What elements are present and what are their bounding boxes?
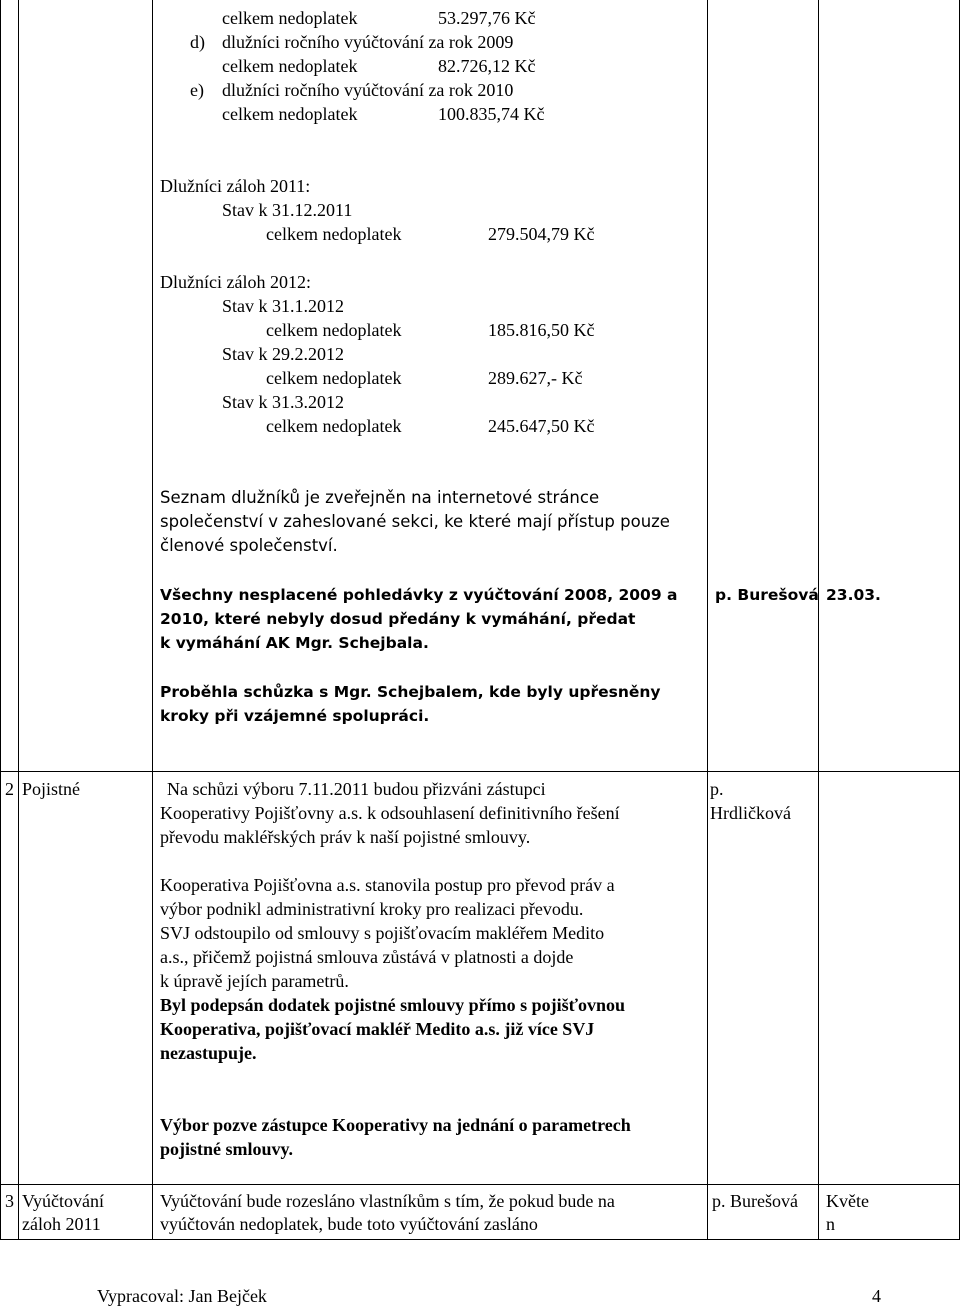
claims-responsible: p. Burešová bbox=[715, 586, 819, 604]
row2-para4-line-2: pojistné smlouvy. bbox=[160, 1139, 294, 1159]
row2-para3-line-3: nezastupuje. bbox=[160, 1043, 257, 1063]
advances-2012-heading: Dlužníci záloh 2012: bbox=[160, 272, 311, 292]
advances-2011-amount: 279.504,79 Kč bbox=[488, 224, 595, 244]
meeting-note-line-2: kroky při vzájemné spolupráci. bbox=[160, 707, 430, 725]
published-note-line-1: Seznam dlužníků je zveřejněn na internetové stránce bbox=[160, 488, 600, 507]
row2-para1-line-1: Na schůzi výboru 7.11.2011 budou přizváni zástupci bbox=[167, 779, 546, 799]
claims-note-line-3: k vymáhání AK Mgr. Schejbala. bbox=[160, 634, 429, 652]
table-row-divider-1 bbox=[0, 771, 960, 772]
row2-para2-line-1: Kooperativa Pojišťovna a.s. stanovila postup pro převod práv a bbox=[160, 875, 615, 895]
claims-note-line-1: Všechny nesplacené pohledávky z vyúčtování 2008, 2009 a bbox=[160, 586, 678, 604]
advances-2011-total-label: celkem nedoplatek bbox=[266, 224, 402, 244]
footer-prepared-by: Vypracoval: Jan Bejček bbox=[97, 1286, 267, 1306]
advances-2012-amount-2: 289.627,- Kč bbox=[488, 368, 583, 388]
footer-page-number: 4 bbox=[872, 1286, 881, 1306]
row3-topic-line-2: záloh 2011 bbox=[22, 1214, 101, 1234]
row2-para1-line-3: převodu makléřských práv k naší pojistné smlouvy. bbox=[160, 827, 531, 847]
row2-para2-line-4: a.s., přičemž pojistná smlouva zůstává v platnosti a dojde bbox=[160, 947, 574, 967]
advances-2012-state-3: Stav k 31.3.2012 bbox=[222, 392, 345, 412]
total-amount-2: 82.726,12 Kč bbox=[438, 56, 536, 76]
total-amount-3: 100.835,74 Kč bbox=[438, 104, 545, 124]
row2-para3-line-1: Byl podepsán dodatek pojistné smlouvy přímo s pojišťovnou bbox=[160, 995, 625, 1015]
advances-2012-amount-3: 245.647,50 Kč bbox=[488, 416, 595, 436]
table-responsible-column-line bbox=[707, 0, 708, 1240]
row2-number: 2 bbox=[5, 779, 14, 799]
total-label-3: celkem nedoplatek bbox=[222, 104, 358, 124]
total-amount-1: 53.297,76 Kč bbox=[438, 8, 536, 28]
table-bottom-border bbox=[0, 1239, 960, 1240]
row2-para2-line-2: výbor podnikl administrativní kroky pro realizaci převodu. bbox=[160, 899, 584, 919]
row2-topic: Pojistné bbox=[22, 779, 81, 799]
row3-topic-line-1: Vyúčtování bbox=[22, 1191, 104, 1211]
published-note-line-2: společenství v zaheslované sekci, ke které mají přístup pouze bbox=[160, 512, 670, 531]
table-topic-column-line bbox=[152, 0, 153, 1240]
row3-text-line-1: Vyúčtování bude rozesláno vlastníkům s tím, že pokud bude na bbox=[160, 1191, 615, 1211]
table-left-border bbox=[0, 0, 1, 1240]
advances-2012-total-label-1: celkem nedoplatek bbox=[266, 320, 402, 340]
row2-para2-line-3: SVJ odstoupilo od smlouvy s pojišťovacím makléřem Medito bbox=[160, 923, 605, 943]
row2-para1-line-2: Kooperativy Pojišťovny a.s. k odsouhlasení definitivního řešení bbox=[160, 803, 620, 823]
row2-para2-line-5: k úpravě jejích parametrů. bbox=[160, 971, 349, 991]
row3-deadline-line-1: Květe bbox=[826, 1191, 869, 1211]
row2-responsible-line-1: p. bbox=[710, 779, 724, 799]
claims-deadline: 23.03. bbox=[826, 586, 881, 604]
advances-2012-total-label-2: celkem nedoplatek bbox=[266, 368, 402, 388]
row3-deadline-line-2: n bbox=[826, 1214, 835, 1234]
row3-number: 3 bbox=[5, 1191, 14, 1211]
table-number-column-line bbox=[18, 0, 19, 1240]
row2-responsible-line-2: Hrdličková bbox=[710, 803, 791, 823]
total-label-2: celkem nedoplatek bbox=[222, 56, 358, 76]
published-note-line-3: členové společenství. bbox=[160, 536, 338, 555]
table-row-divider-2 bbox=[0, 1184, 960, 1185]
advances-2011-state: Stav k 31.12.2011 bbox=[222, 200, 353, 220]
table-deadline-column-line bbox=[818, 0, 819, 1240]
advances-2012-state-1: Stav k 31.1.2012 bbox=[222, 296, 345, 316]
list-item-e: dlužníci ročního vyúčtování za rok 2010 bbox=[222, 80, 514, 100]
claims-note-line-2: 2010, které nebyly dosud předány k vymáhání, předat bbox=[160, 610, 636, 628]
row3-responsible: p. Burešová bbox=[712, 1191, 798, 1211]
row2-para3-line-2: Kooperativa, pojišťovací makléř Medito a.s. již více SVJ bbox=[160, 1019, 595, 1039]
advances-2011-heading: Dlužníci záloh 2011: bbox=[160, 176, 311, 196]
advances-2012-state-2: Stav k 29.2.2012 bbox=[222, 344, 345, 364]
total-label-1: celkem nedoplatek bbox=[222, 8, 358, 28]
list-marker-d: d) bbox=[190, 32, 205, 52]
list-marker-e: e) bbox=[190, 80, 204, 100]
advances-2012-total-label-3: celkem nedoplatek bbox=[266, 416, 402, 436]
advances-2012-amount-1: 185.816,50 Kč bbox=[488, 320, 595, 340]
row3-text-line-2: vyúčtován nedoplatek, bude toto vyúčtování zasláno bbox=[160, 1214, 538, 1234]
row2-para4-line-1: Výbor pozve zástupce Kooperativy na jednání o parametrech bbox=[160, 1115, 631, 1135]
meeting-note-line-1: Proběhla schůzka s Mgr. Schejbalem, kde byly upřesněny bbox=[160, 683, 661, 701]
list-item-d: dlužníci ročního vyúčtování za rok 2009 bbox=[222, 32, 514, 52]
